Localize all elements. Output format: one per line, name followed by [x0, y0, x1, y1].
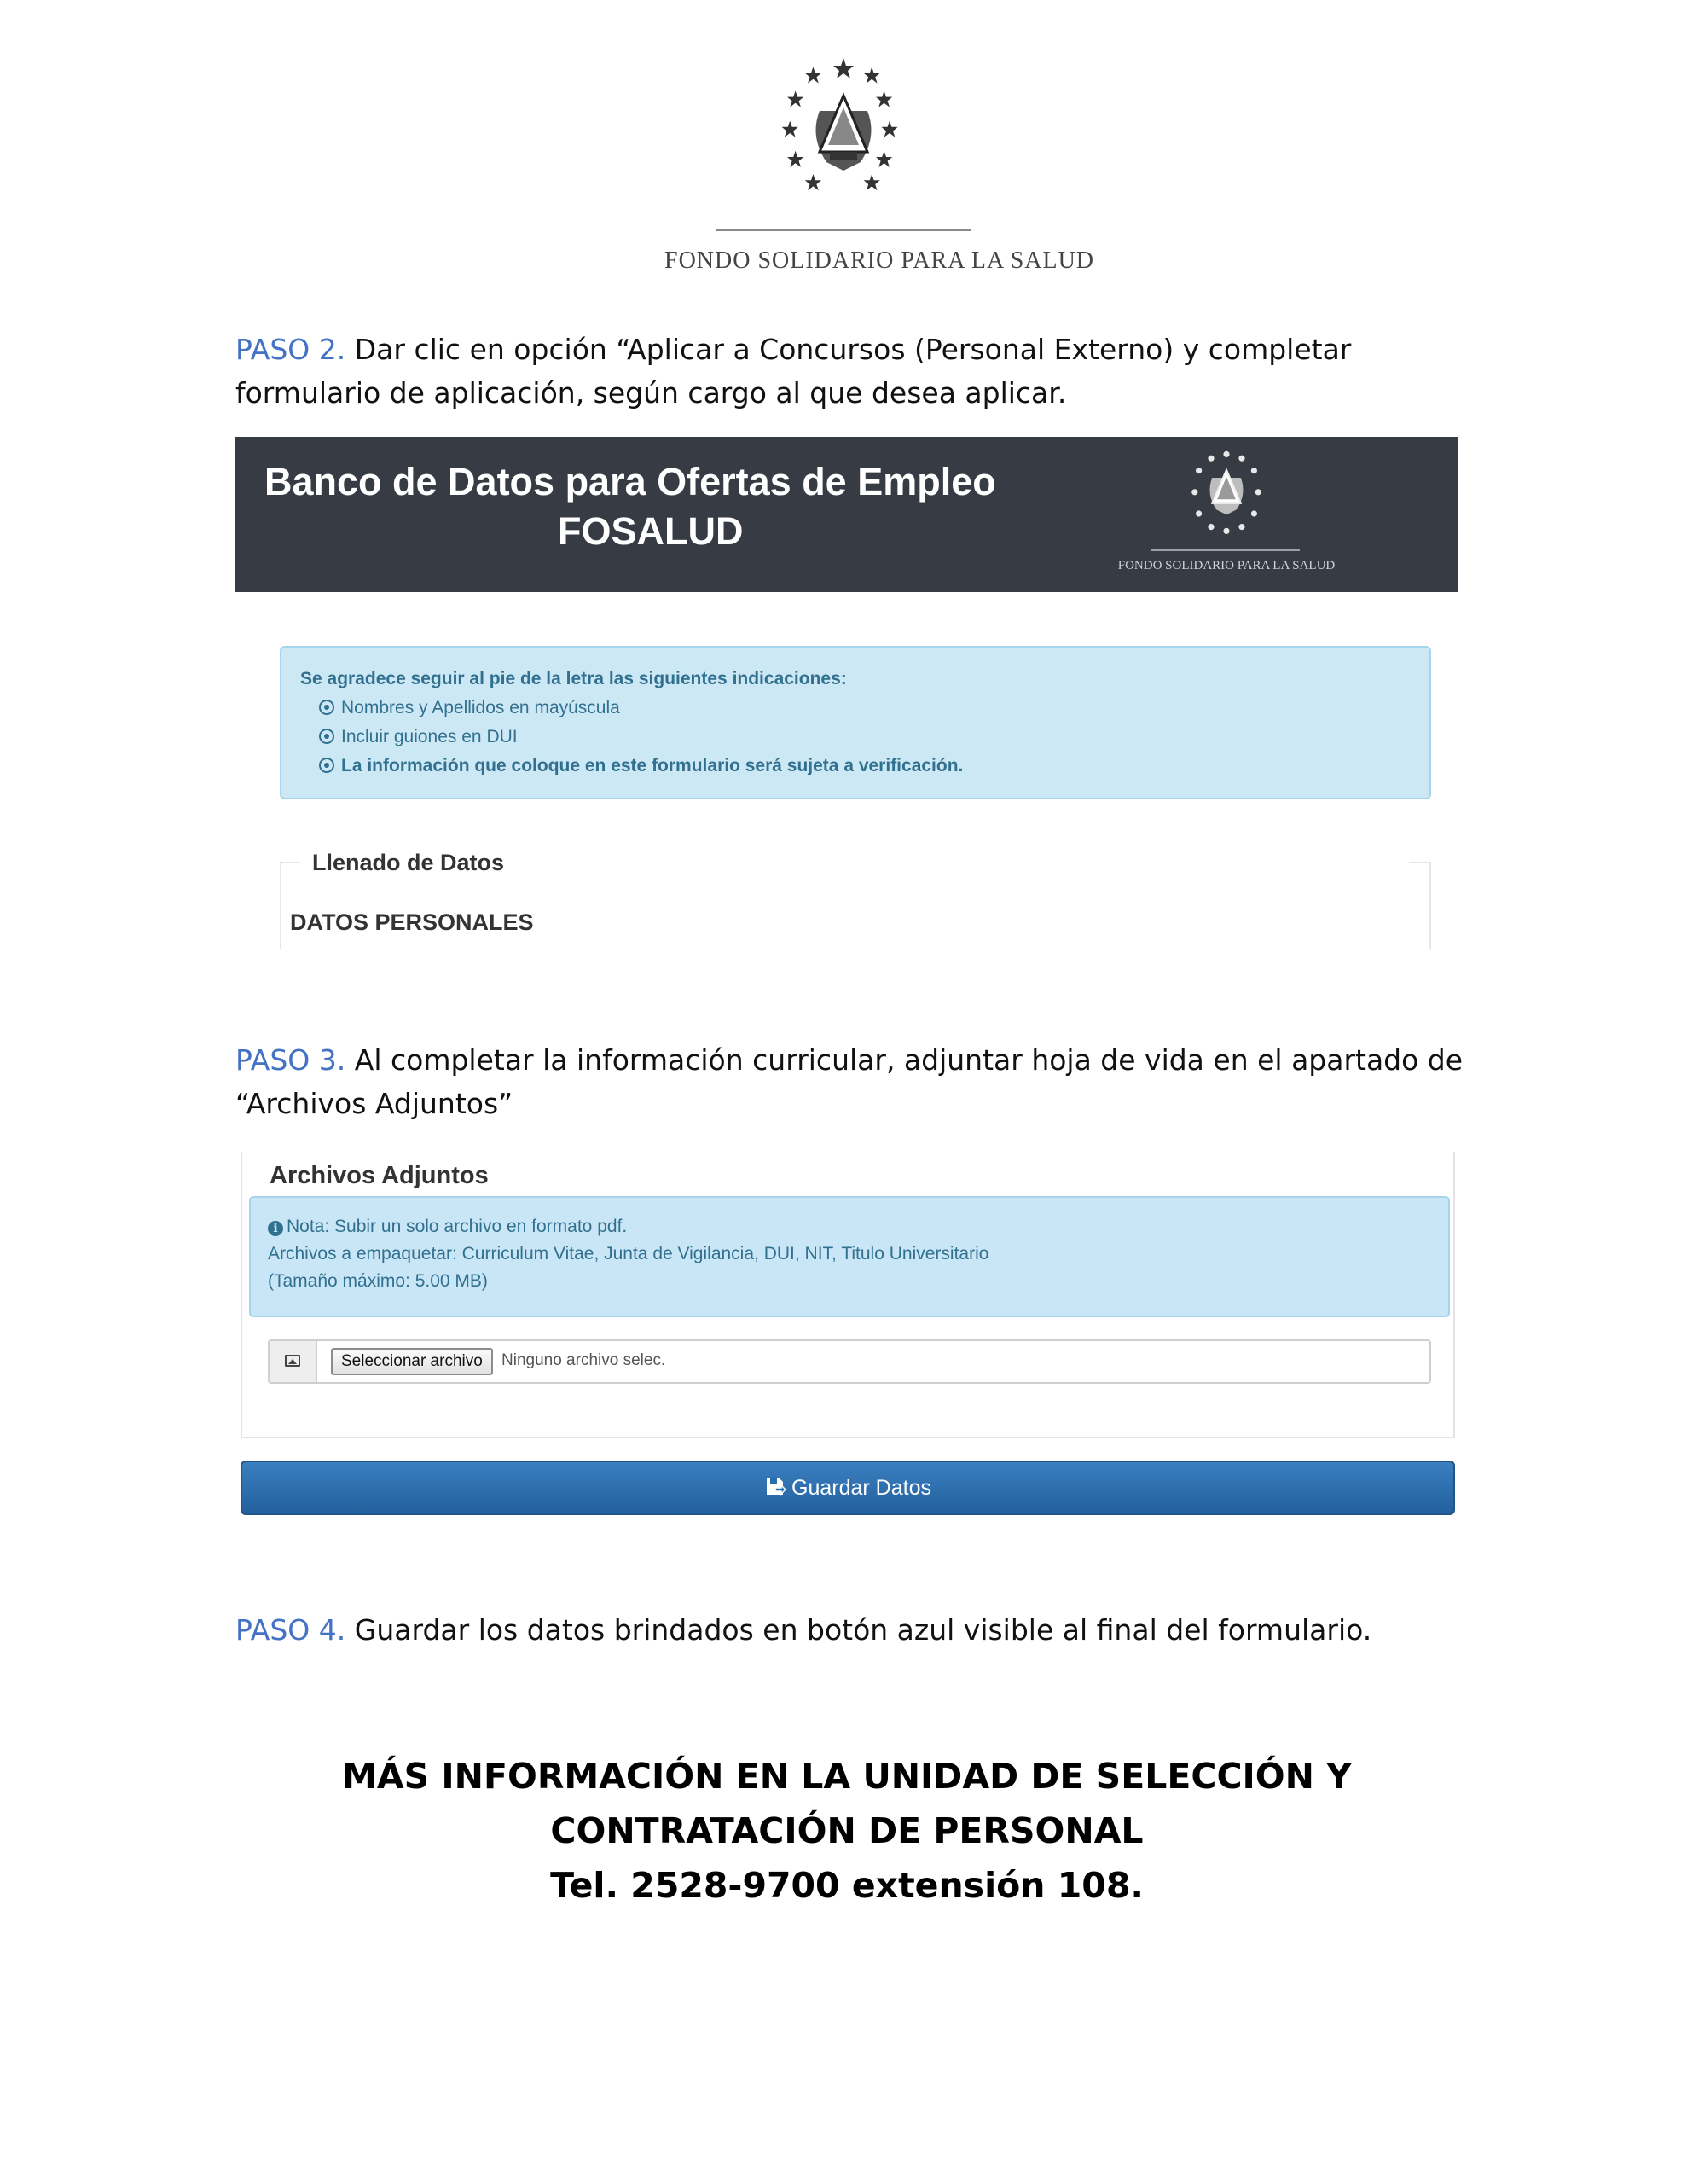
fieldset-border-left — [281, 862, 300, 863]
banner-org-name: FONDO SOLIDARIO PARA LA SALUD — [1117, 559, 1336, 572]
save-data-button[interactable] — [241, 1461, 1455, 1515]
attachments-panel — [241, 1152, 1455, 1438]
step-2-label: PASO 2. — [235, 333, 346, 366]
note-line — [268, 1213, 1431, 1240]
save-button-label: Guardar Datos — [791, 1476, 931, 1500]
note-line-text: Nota: Subir un solo archivo en formato pdf. — [287, 1217, 628, 1236]
step-4-paragraph — [235, 1608, 1464, 1652]
instructions-alert — [280, 646, 1431, 799]
instruction-text: Nombres y Apellidos en mayúscula — [341, 698, 620, 717]
step-2-text: Dar clic en opción “Aplicar a Concursos (Personal Externo) y completar formulario de aplicación, según cargo al que desea aplicar. — [235, 333, 1352, 410]
banner-title — [264, 457, 1075, 556]
instruction-item — [300, 694, 1411, 723]
fieldset-border-right — [1409, 862, 1429, 863]
step-3-text: Al completar la información curricular, adjuntar hoja de vida en el apartado de “Archivos Adjuntos” — [235, 1043, 1464, 1120]
note-line: Archivos a empaquetar: Curriculum Vitae, Junta de Vigilancia, DUI, NIT, Titulo Universitario — [268, 1244, 989, 1263]
step-3-label: PASO 3. — [235, 1043, 346, 1077]
file-status: Ninguno archivo selec. — [501, 1351, 666, 1369]
banner-title-line2: FOSALUD — [558, 509, 744, 553]
banner-title-line1: Banco de Datos para Ofertas de Empleo — [264, 460, 996, 503]
data-fieldset — [280, 850, 1431, 949]
contact-info — [235, 1749, 1458, 1913]
banner-logo — [1099, 447, 1354, 584]
instruction-text: Incluir guiones en DUI — [341, 727, 518, 746]
banner-coat-of-arms-icon — [1177, 447, 1276, 544]
fieldset-legend: Llenado de Datos — [307, 850, 509, 876]
file-addon — [270, 1341, 317, 1382]
step-2-paragraph — [235, 328, 1464, 415]
record-circle-icon — [319, 700, 334, 715]
section-title: DATOS PERSONALES — [290, 909, 534, 935]
step-4-label: PASO 4. — [235, 1613, 346, 1647]
record-circle-icon — [319, 729, 334, 744]
file-upload-group — [268, 1339, 1431, 1384]
info-icon: i — [268, 1221, 283, 1236]
logo-divider — [716, 229, 971, 231]
instructions-heading: Se agradece seguir al pie de la letra las siguientes indicaciones: — [300, 669, 847, 688]
instruction-item — [300, 752, 1411, 781]
banner-logo-divider — [1151, 549, 1300, 551]
org-name: FONDO SOLIDARIO PARA LA SALUD — [664, 247, 1095, 274]
step-4-text: Guardar los datos brindados en botón azul visible al final del formulario. — [354, 1613, 1372, 1647]
step-3-paragraph — [235, 1038, 1464, 1125]
attachments-title: Archivos Adjuntos — [270, 1162, 489, 1189]
fosalud-logo — [664, 51, 1095, 282]
job-bank-banner — [235, 437, 1458, 592]
save-icon — [764, 1465, 786, 1516]
contact-phone: Tel. 2528-9700 extensión 108. — [550, 1865, 1144, 1906]
select-file-button[interactable]: Seleccionar archivo — [331, 1348, 493, 1375]
note-line: (Tamaño máximo: 5.00 MB) — [268, 1271, 488, 1291]
contact-line-1: MÁS INFORMACIÓN EN LA UNIDAD DE SELECCIÓN Y — [342, 1756, 1352, 1797]
coat-of-arms-icon — [767, 51, 920, 213]
picture-icon — [285, 1355, 300, 1367]
instruction-text: La información que coloque en este formulario será sujeta a verificación. — [341, 756, 964, 775]
record-circle-icon — [319, 758, 334, 773]
instruction-item — [300, 723, 1411, 752]
attachments-note — [249, 1196, 1450, 1317]
contact-line-2: CONTRATACIÓN DE PERSONAL — [550, 1810, 1144, 1851]
